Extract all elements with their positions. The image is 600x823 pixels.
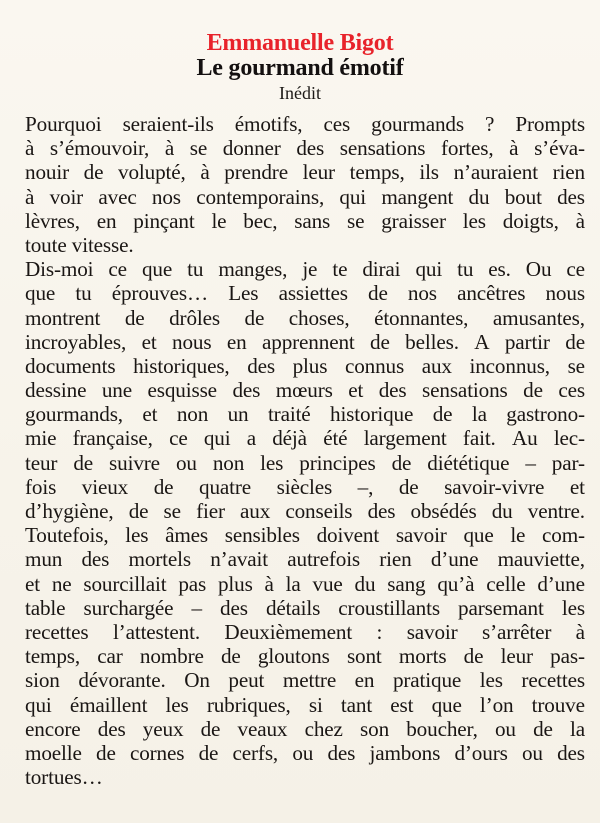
text-line: mie française, ce qui a déjà été largement fait. Au lec- <box>25 426 585 451</box>
paragraph <box>25 257 585 789</box>
text-line: d’hygiène, de se fier aux conseils des obsédés du ventre. <box>25 499 585 523</box>
text-line: sion dévorante. On peut mettre en pratique les recettes <box>25 668 585 693</box>
text-line: documents historiques, des plus connus aux inconnus, se <box>25 353 585 378</box>
text-line: Dis-moi ce que tu manges, je te dirai qui tu es. Ou ce <box>25 257 585 282</box>
text-line: Pourquoi seraient-ils émotifs, ces gourmands ? Prompts <box>25 112 585 136</box>
text-line: lèvres, en pinçant le bec, sans se graisser les doigts, à <box>25 208 585 233</box>
text-line: encore des yeux de veaux chez son boucher, ou de la <box>25 716 585 741</box>
text-line: teur de suivre ou non les principes de diététique – par- <box>25 450 585 475</box>
paragraph <box>25 112 585 257</box>
text-line: gourmands, et non un traité historique de la gastrono- <box>25 402 585 427</box>
author-name: Emmanuelle Bigot <box>206 30 394 56</box>
text-line: temps, car nombre de gloutons sont morts de leur pas- <box>25 644 585 669</box>
page-header <box>0 30 600 104</box>
text-line: table surchargée – des détails croustillants parsemant les <box>25 595 585 620</box>
text-line: tortues… <box>25 765 103 790</box>
text-line: recettes l’attestent. Deuxièmement : savoir s’arrêter à <box>25 619 585 644</box>
text-line: que tu éprouves… Les assiettes de nos ancêtres nous <box>25 281 585 306</box>
text-line: à s’émouvoir, à se donner des sensations fortes, à s’éva- <box>25 136 585 161</box>
article-subtitle: Inédit <box>279 83 321 103</box>
text-line: qui émaillent les rubriques, si tant est que l’on trouve <box>25 692 585 717</box>
text-line: montrent de drôles de choses, étonnantes, amusantes, <box>25 305 585 330</box>
article-body <box>25 112 585 789</box>
text-line: incroyables, et nous en apprennent de belles. A partir de <box>25 329 585 354</box>
text-line: dessine une esquisse des mœurs et des sensations de ces <box>25 378 585 403</box>
text-line: fois vieux de quatre siècles –, de savoir-vivre et <box>25 474 585 499</box>
text-line: Toutefois, les âmes sensibles doivent savoir que le com- <box>25 523 585 548</box>
text-line: mun des mortels n’avait autrefois rien d’une mauviette, <box>25 547 585 572</box>
text-line: toute vitesse. <box>25 232 134 257</box>
text-line: moelle de cornes de cerfs, ou des jambons d’ours ou des <box>25 740 585 765</box>
text-line: à voir avec nos contemporains, qui mangent du bout des <box>25 184 585 209</box>
text-line: nouir de volupté, à prendre leur temps, ils n’auraient rien <box>25 160 585 185</box>
article-title: Le gourmand émotif <box>196 55 404 81</box>
text-line: et ne sourcillait pas plus à la vue du sang qu’à celle d’une <box>25 571 585 596</box>
